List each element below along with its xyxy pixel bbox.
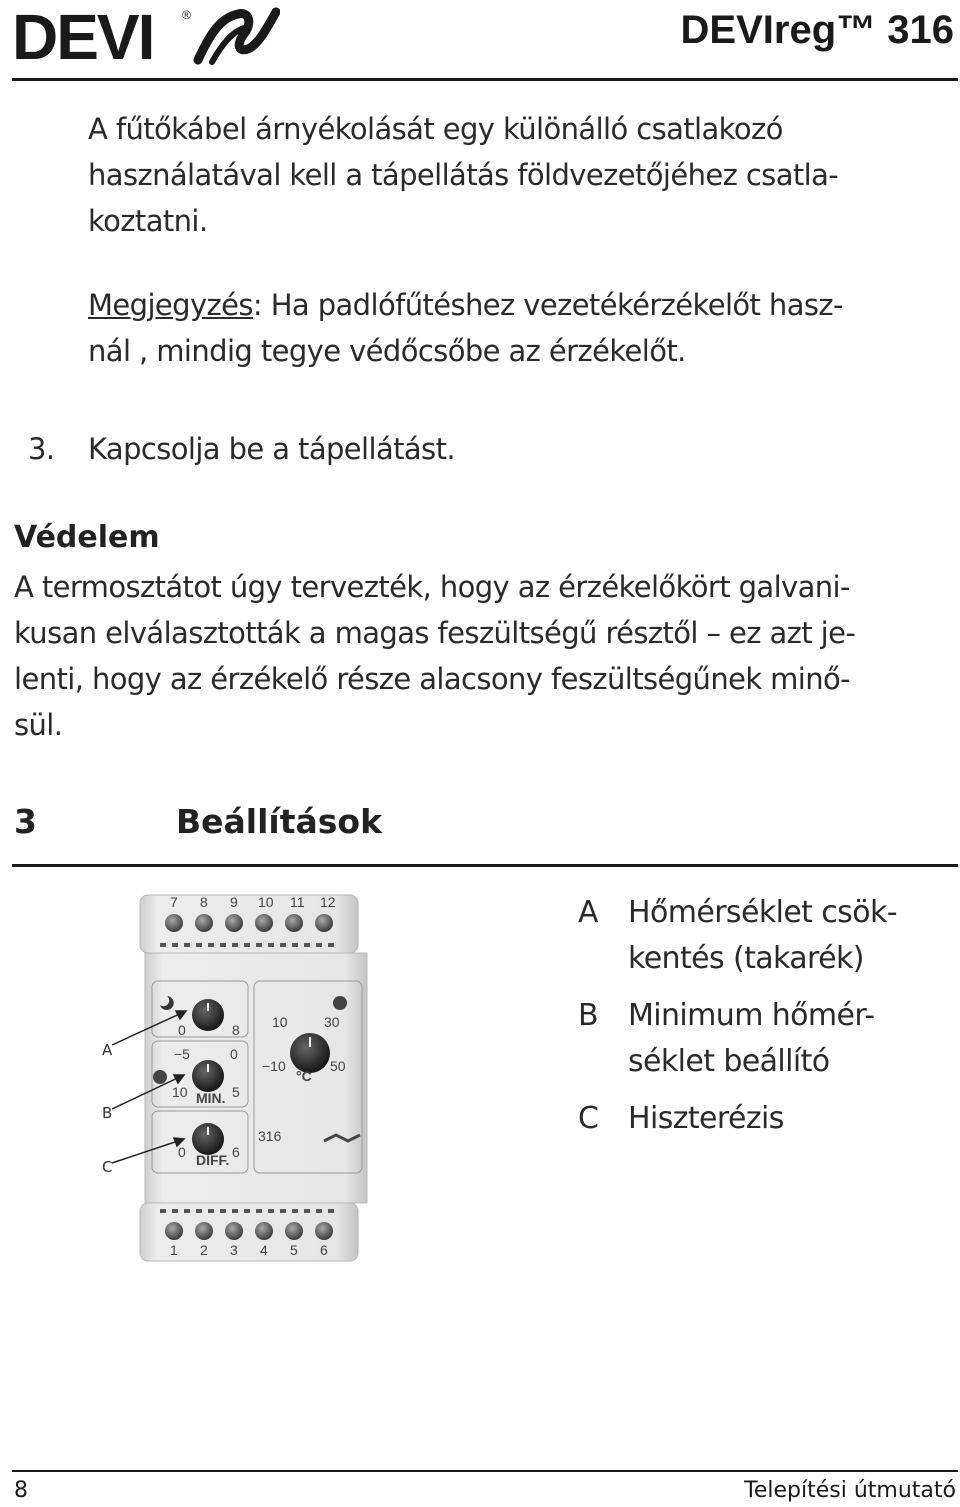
- footer-title: Telepítési útmutató: [744, 1478, 956, 1503]
- main-knob-r: 50: [330, 1058, 346, 1074]
- protection-line: kusan elválasztották a magas feszültségű résztől – ez azt je-: [14, 616, 856, 650]
- callout-b-label: B: [102, 1104, 113, 1122]
- legend-key-a: A: [578, 895, 598, 930]
- knob-b-bl: 10: [172, 1084, 188, 1100]
- knob-a-low: 0: [178, 1022, 186, 1038]
- terminal-number: 9: [230, 894, 238, 910]
- legend-key-c: C: [578, 1101, 599, 1136]
- terminal-number: 11: [290, 894, 305, 910]
- knob-b-tr: 0: [230, 1046, 238, 1062]
- legend-text-a-line2: kentés (takarék): [628, 941, 864, 976]
- protection-line: sül.: [14, 708, 63, 742]
- product-title: DEVIreg™ 316: [680, 8, 954, 52]
- section-number: 3: [14, 802, 37, 841]
- legend-text-b-line2: séklet beállító: [628, 1044, 830, 1079]
- callout-c-label: C: [102, 1158, 113, 1176]
- thermostat-device-figure: [90, 885, 390, 1270]
- note-text-line2: nál , mindig tegye védőcsőbe az érzékelőt.: [88, 334, 686, 368]
- brand-logo-text: DEVI: [12, 1, 154, 73]
- page-number: 8: [14, 1478, 28, 1503]
- terminal-number: 2: [200, 1242, 208, 1258]
- knob-c-low: 0: [178, 1144, 186, 1160]
- knob-b-tl: −5: [174, 1046, 190, 1062]
- main-knob-t1: 10: [272, 1014, 288, 1030]
- section-rule: [12, 864, 958, 867]
- knob-c-high: 6: [232, 1144, 240, 1160]
- registered-mark: ®: [182, 8, 191, 22]
- model-number: 316: [258, 1128, 282, 1144]
- terminal-number: 8: [200, 894, 208, 910]
- terminal-number: 3: [230, 1242, 238, 1258]
- indicator-led: [153, 1070, 167, 1084]
- terminal-number: 7: [170, 894, 178, 910]
- terminal-number: 4: [260, 1242, 268, 1258]
- main-knob-unit: °C: [296, 1068, 312, 1084]
- terminal-number: 10: [258, 894, 274, 910]
- note-text: : Ha padlófűtéshez vezetékérzékelőt hasz-: [252, 288, 843, 322]
- terminal-number: 5: [290, 1242, 298, 1258]
- section-title: Beállítások: [176, 802, 383, 841]
- legend-text-a-line1: Hőmérséklet csök-: [628, 895, 897, 930]
- legend-text-c-line1: Hiszterézis: [628, 1101, 784, 1136]
- main-knob-l: −10: [262, 1058, 286, 1074]
- status-led: [333, 996, 347, 1010]
- terminal-number: 12: [320, 894, 336, 910]
- devi-wave-logo-icon: [190, 4, 280, 66]
- figure-legend: [578, 890, 958, 1150]
- terminal-number: 6: [320, 1242, 328, 1258]
- note-label: Megjegyzés: [88, 288, 253, 322]
- callout-a-label: A: [102, 1041, 113, 1059]
- protection-line: lenti, hogy az érzékelő része alacsony feszültségűnek minő-: [14, 662, 851, 696]
- header-rule: [12, 78, 958, 81]
- knob-b-name: MIN.: [196, 1090, 226, 1106]
- legend-key-b: B: [578, 998, 598, 1033]
- protection-line: A termosztátot úgy tervezték, hogy az érzékelőkört galvani-: [14, 570, 850, 604]
- step-text: Kapcsolja be a tápellátást.: [88, 432, 455, 466]
- protection-heading: Védelem: [14, 520, 160, 555]
- intro-line: használatával kell a tápellátás földvezetőjéhez csatla-: [88, 158, 839, 192]
- main-knob-t2: 30: [324, 1014, 340, 1030]
- knob-b-br: 5: [232, 1084, 240, 1100]
- knob-c-name: DIFF.: [196, 1152, 230, 1168]
- terminal-number: 1: [170, 1242, 178, 1258]
- knob-a-high: 8: [232, 1022, 240, 1038]
- step-number: 3.: [28, 432, 55, 466]
- protection-paragraph: [14, 564, 855, 748]
- legend-text-b-line1: Minimum hőmér-: [628, 998, 875, 1033]
- note-paragraph: [88, 282, 843, 374]
- footer-rule: [12, 1470, 958, 1472]
- intro-line: A fűtőkábel árnyékolását egy különálló csatlakozó: [88, 112, 783, 146]
- intro-line: koztatni.: [88, 204, 208, 238]
- intro-paragraph: [88, 106, 838, 244]
